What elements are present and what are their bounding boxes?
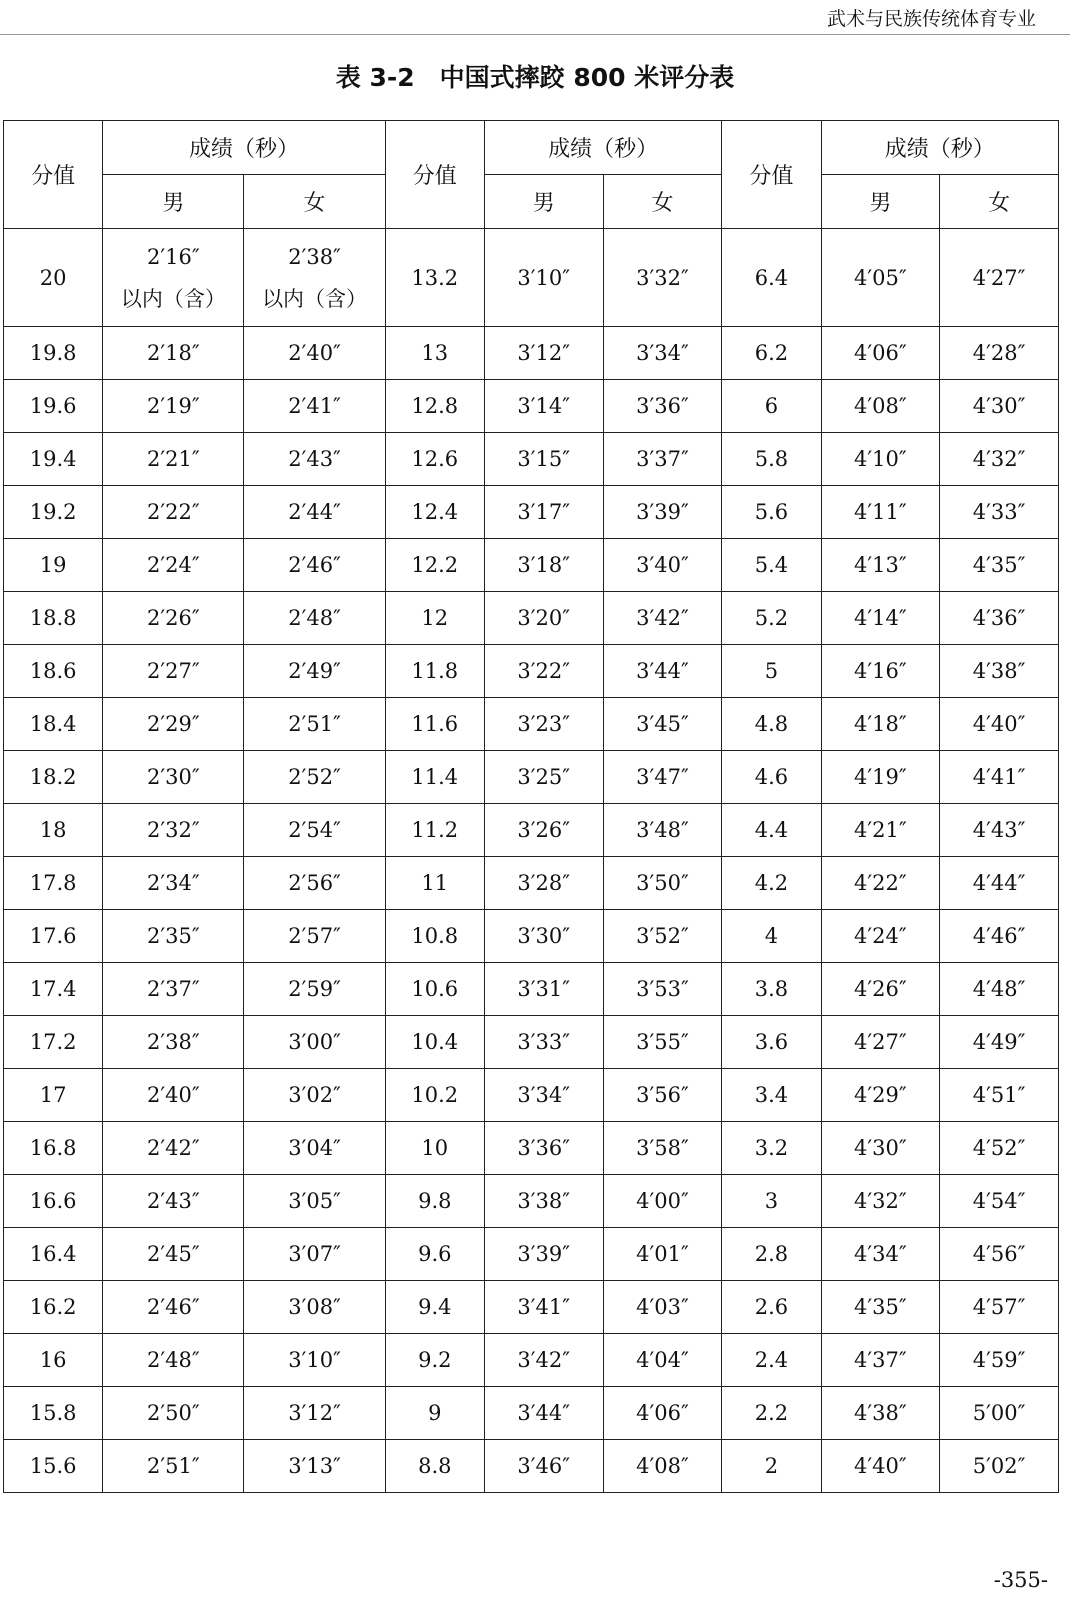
table-cell: 13 <box>385 327 484 380</box>
table-cell: 5′00″ <box>940 1387 1059 1440</box>
table-cell: 2′42″ <box>103 1122 244 1175</box>
table-cell: 3.8 <box>722 963 821 1016</box>
table-cell: 5.4 <box>722 539 821 592</box>
table-cell: 3′40″ <box>603 539 722 592</box>
table-cell: 4.2 <box>722 857 821 910</box>
score-header: 分值 <box>385 121 484 229</box>
table-cell: 2′37″ <box>103 963 244 1016</box>
table-cell: 4′01″ <box>603 1228 722 1281</box>
table-cell: 4.4 <box>722 804 821 857</box>
table-cell: 9 <box>385 1387 484 1440</box>
cell-text: 2′16″ 以内（含） <box>120 244 226 311</box>
table-cell: 11.8 <box>385 645 484 698</box>
table-cell: 2.6 <box>722 1281 821 1334</box>
table-cell: 4.8 <box>722 698 821 751</box>
table-cell: 3′13″ <box>244 1440 385 1493</box>
table-cell: 17.4 <box>4 963 103 1016</box>
table-cell: 4′41″ <box>940 751 1059 804</box>
table-cell: 19.4 <box>4 433 103 486</box>
table-cell: 12.2 <box>385 539 484 592</box>
male-header: 男 <box>103 175 244 229</box>
table-cell: 18.8 <box>4 592 103 645</box>
table-cell: 10.4 <box>385 1016 484 1069</box>
table-cell: 3′56″ <box>603 1069 722 1122</box>
table-cell: 16.4 <box>4 1228 103 1281</box>
table-cell: 3′36″ <box>484 1122 603 1175</box>
table-body <box>4 229 1059 1493</box>
table-cell: 4′13″ <box>821 539 940 592</box>
table-cell: 3′44″ <box>484 1387 603 1440</box>
table-cell: 3′14″ <box>484 380 603 433</box>
table-cell: 4′49″ <box>940 1016 1059 1069</box>
table-row <box>4 910 1059 963</box>
table-cell: 3′31″ <box>484 963 603 1016</box>
table-cell: 4′59″ <box>940 1334 1059 1387</box>
table-cell <box>4 229 103 327</box>
table-cell: 4′54″ <box>940 1175 1059 1228</box>
table-cell: 3′42″ <box>484 1334 603 1387</box>
table-cell: 4′33″ <box>940 486 1059 539</box>
table-cell: 2′51″ <box>244 698 385 751</box>
table-cell: 3′36″ <box>603 380 722 433</box>
table-cell: 4′08″ <box>603 1440 722 1493</box>
table-cell: 3′02″ <box>244 1069 385 1122</box>
table-cell: 3′55″ <box>603 1016 722 1069</box>
table-cell: 10 <box>385 1122 484 1175</box>
table-cell: 2′19″ <box>103 380 244 433</box>
page-number: -355- <box>993 1568 1048 1592</box>
table-cell: 2′52″ <box>244 751 385 804</box>
table-cell: 3′15″ <box>484 433 603 486</box>
table-cell: 3′23″ <box>484 698 603 751</box>
female-header: 女 <box>940 175 1059 229</box>
table-cell: 11.6 <box>385 698 484 751</box>
table-cell: 4′26″ <box>821 963 940 1016</box>
table-cell: 3′39″ <box>484 1228 603 1281</box>
table-cell: 9.8 <box>385 1175 484 1228</box>
table-cell: 2′43″ <box>103 1175 244 1228</box>
header-row-1 <box>4 121 1059 175</box>
table-cell: 4.6 <box>722 751 821 804</box>
table-cell: 5′02″ <box>940 1440 1059 1493</box>
table-cell: 15.6 <box>4 1440 103 1493</box>
table-cell: 3′04″ <box>244 1122 385 1175</box>
table-row <box>4 1440 1059 1493</box>
result-header: 成绩（秒） <box>484 121 721 175</box>
table-cell: 12.8 <box>385 380 484 433</box>
table-cell: 3′44″ <box>603 645 722 698</box>
table-cell: 2.2 <box>722 1387 821 1440</box>
table-row <box>4 1016 1059 1069</box>
table-cell: 3′07″ <box>244 1228 385 1281</box>
table-cell <box>821 229 940 327</box>
table-cell: 2′22″ <box>103 486 244 539</box>
table-row <box>4 1228 1059 1281</box>
table-row <box>4 963 1059 1016</box>
cell-text: 2′38″ 以内（含） <box>262 244 368 311</box>
cell-text: 3′10″ <box>517 265 571 290</box>
table-cell: 3′41″ <box>484 1281 603 1334</box>
table-cell: 3′00″ <box>244 1016 385 1069</box>
table-row <box>4 857 1059 910</box>
table-row <box>4 1281 1059 1334</box>
table-cell: 2′38″ <box>103 1016 244 1069</box>
score-header: 分值 <box>4 121 103 229</box>
table-cell: 3.4 <box>722 1069 821 1122</box>
table-row <box>4 327 1059 380</box>
table-cell: 3.6 <box>722 1016 821 1069</box>
table-cell: 3′58″ <box>603 1122 722 1175</box>
table-cell: 2′54″ <box>244 804 385 857</box>
table-cell: 4′06″ <box>603 1387 722 1440</box>
table-cell <box>385 229 484 327</box>
table-cell: 4′57″ <box>940 1281 1059 1334</box>
table-cell: 3′22″ <box>484 645 603 698</box>
table-cell: 17 <box>4 1069 103 1122</box>
table-cell: 4′46″ <box>940 910 1059 963</box>
result-header: 成绩（秒） <box>821 121 1058 175</box>
table-cell: 3′34″ <box>603 327 722 380</box>
table-cell: 2′57″ <box>244 910 385 963</box>
table-cell: 17.2 <box>4 1016 103 1069</box>
table-cell: 2′46″ <box>244 539 385 592</box>
female-header: 女 <box>603 175 722 229</box>
table-row <box>4 539 1059 592</box>
table-cell: 17.6 <box>4 910 103 963</box>
table-cell: 6.2 <box>722 327 821 380</box>
table-cell: 16.6 <box>4 1175 103 1228</box>
table-cell: 3′42″ <box>603 592 722 645</box>
table-cell: 9.2 <box>385 1334 484 1387</box>
cell-text: 20 <box>39 265 67 290</box>
table-cell: 4′18″ <box>821 698 940 751</box>
table-cell: 18.4 <box>4 698 103 751</box>
table-cell: 3′48″ <box>603 804 722 857</box>
table-cell: 2′40″ <box>103 1069 244 1122</box>
table-cell: 19 <box>4 539 103 592</box>
table-cell: 4′52″ <box>940 1122 1059 1175</box>
running-header: 武术与民族传统体育专业 <box>826 8 1036 30</box>
cell-text: 4′27″ <box>972 265 1026 290</box>
table-cell: 2′30″ <box>103 751 244 804</box>
table-cell: 2′41″ <box>244 380 385 433</box>
table-cell: 4′21″ <box>821 804 940 857</box>
table-cell: 18.2 <box>4 751 103 804</box>
table-cell: 4′00″ <box>603 1175 722 1228</box>
cell-text: 3′32″ <box>636 265 689 290</box>
table-cell: 4′22″ <box>821 857 940 910</box>
table-row <box>4 645 1059 698</box>
table-cell <box>484 229 603 327</box>
table-cell: 4′06″ <box>821 327 940 380</box>
table-cell: 4′36″ <box>940 592 1059 645</box>
table-row <box>4 1122 1059 1175</box>
table-cell: 4′19″ <box>821 751 940 804</box>
table-cell: 4′32″ <box>821 1175 940 1228</box>
table-cell: 4′56″ <box>940 1228 1059 1281</box>
table-cell: 4′38″ <box>821 1387 940 1440</box>
table-cell: 9.6 <box>385 1228 484 1281</box>
table-cell: 4′11″ <box>821 486 940 539</box>
table-cell: 4′16″ <box>821 645 940 698</box>
table-cell: 3′26″ <box>484 804 603 857</box>
table-cell <box>722 229 821 327</box>
table-cell: 4′14″ <box>821 592 940 645</box>
table-cell: 3′05″ <box>244 1175 385 1228</box>
table-cell: 4′48″ <box>940 963 1059 1016</box>
table-cell: 2′44″ <box>244 486 385 539</box>
table-cell: 4′10″ <box>821 433 940 486</box>
table-cell: 4′03″ <box>603 1281 722 1334</box>
table-cell: 3′38″ <box>484 1175 603 1228</box>
table-cell: 3′33″ <box>484 1016 603 1069</box>
table-cell: 2′40″ <box>244 327 385 380</box>
table-cell: 8.8 <box>385 1440 484 1493</box>
table-row <box>4 698 1059 751</box>
table-row <box>4 380 1059 433</box>
table-cell: 4′28″ <box>940 327 1059 380</box>
male-header: 男 <box>484 175 603 229</box>
table-cell: 2.8 <box>722 1228 821 1281</box>
table-cell: 4′40″ <box>940 698 1059 751</box>
table-cell: 3′12″ <box>484 327 603 380</box>
table-cell: 5.8 <box>722 433 821 486</box>
table-cell: 5.6 <box>722 486 821 539</box>
table-cell: 3′46″ <box>484 1440 603 1493</box>
table-cell: 2′18″ <box>103 327 244 380</box>
header-row-2 <box>4 175 1059 229</box>
table-cell: 4′34″ <box>821 1228 940 1281</box>
male-header: 男 <box>821 175 940 229</box>
table-cell: 3′28″ <box>484 857 603 910</box>
table-cell: 3 <box>722 1175 821 1228</box>
table-cell: 16.8 <box>4 1122 103 1175</box>
table-cell: 3′34″ <box>484 1069 603 1122</box>
table-cell: 9.4 <box>385 1281 484 1334</box>
table-row <box>4 1334 1059 1387</box>
table-cell <box>103 229 244 327</box>
table-cell: 4′27″ <box>821 1016 940 1069</box>
table-cell: 3′37″ <box>603 433 722 486</box>
table-cell: 2′49″ <box>244 645 385 698</box>
table-cell: 2′29″ <box>103 698 244 751</box>
cell-text: 4′05″ <box>854 265 907 290</box>
table-row <box>4 486 1059 539</box>
table-cell: 19.6 <box>4 380 103 433</box>
table-cell: 19.8 <box>4 327 103 380</box>
table-cell: 2′24″ <box>103 539 244 592</box>
table-cell: 16 <box>4 1334 103 1387</box>
table-row <box>4 592 1059 645</box>
table-cell: 5 <box>722 645 821 698</box>
table-row <box>4 229 1059 327</box>
table-cell: 3′25″ <box>484 751 603 804</box>
table-cell: 19.2 <box>4 486 103 539</box>
table-cell: 2′32″ <box>103 804 244 857</box>
table-cell: 4′40″ <box>821 1440 940 1493</box>
table-cell: 2′48″ <box>103 1334 244 1387</box>
table-cell: 4′30″ <box>940 380 1059 433</box>
table-cell: 3′20″ <box>484 592 603 645</box>
table-cell: 3′52″ <box>603 910 722 963</box>
table-cell: 5.2 <box>722 592 821 645</box>
table-cell <box>940 229 1059 327</box>
table-cell: 12.6 <box>385 433 484 486</box>
table-cell: 17.8 <box>4 857 103 910</box>
table-cell: 2′45″ <box>103 1228 244 1281</box>
table-cell: 2′46″ <box>103 1281 244 1334</box>
table-cell: 4′29″ <box>821 1069 940 1122</box>
table-cell: 11.2 <box>385 804 484 857</box>
table-row <box>4 804 1059 857</box>
table-cell: 2′56″ <box>244 857 385 910</box>
table-cell: 2 <box>722 1440 821 1493</box>
table-row <box>4 751 1059 804</box>
table-cell: 4′44″ <box>940 857 1059 910</box>
table-cell: 3′18″ <box>484 539 603 592</box>
table-cell: 4′30″ <box>821 1122 940 1175</box>
table-cell: 2′34″ <box>103 857 244 910</box>
table-cell: 2′50″ <box>103 1387 244 1440</box>
table-cell: 3′39″ <box>603 486 722 539</box>
table-cell: 3′50″ <box>603 857 722 910</box>
table-cell: 10.6 <box>385 963 484 1016</box>
table-cell: 3′53″ <box>603 963 722 1016</box>
table-cell: 4′04″ <box>603 1334 722 1387</box>
table-cell: 4′35″ <box>821 1281 940 1334</box>
table-row <box>4 433 1059 486</box>
table-cell: 11.4 <box>385 751 484 804</box>
result-header: 成绩（秒） <box>103 121 385 175</box>
table-cell: 4 <box>722 910 821 963</box>
table-cell: 4′51″ <box>940 1069 1059 1122</box>
table-cell: 4′38″ <box>940 645 1059 698</box>
table-cell: 3′10″ <box>244 1334 385 1387</box>
cell-text: 6.4 <box>754 265 789 290</box>
table-cell: 12 <box>385 592 484 645</box>
table-cell: 6 <box>722 380 821 433</box>
table-cell: 3′45″ <box>603 698 722 751</box>
table-cell <box>603 229 722 327</box>
table-cell: 2.4 <box>722 1334 821 1387</box>
table-cell: 4′32″ <box>940 433 1059 486</box>
table-cell: 2′51″ <box>103 1440 244 1493</box>
table-cell: 2′43″ <box>244 433 385 486</box>
table-cell: 15.8 <box>4 1387 103 1440</box>
score-header: 分值 <box>722 121 821 229</box>
table-cell: 18.6 <box>4 645 103 698</box>
score-table <box>3 120 1059 1493</box>
table-cell: 3.2 <box>722 1122 821 1175</box>
cell-text: 13.2 <box>411 265 459 290</box>
table-cell: 2′21″ <box>103 433 244 486</box>
table-cell: 4′08″ <box>821 380 940 433</box>
table-cell <box>244 229 385 327</box>
female-header: 女 <box>244 175 385 229</box>
header-rule <box>0 34 1070 35</box>
table-cell: 3′17″ <box>484 486 603 539</box>
table-cell: 3′08″ <box>244 1281 385 1334</box>
table-title: 表 3-2 中国式摔跤 800 米评分表 <box>335 63 735 92</box>
table-row <box>4 1175 1059 1228</box>
table-cell: 4′37″ <box>821 1334 940 1387</box>
table-cell: 2′48″ <box>244 592 385 645</box>
table-cell: 12.4 <box>385 486 484 539</box>
table-cell: 10.2 <box>385 1069 484 1122</box>
table-cell: 4′35″ <box>940 539 1059 592</box>
table-cell: 3′12″ <box>244 1387 385 1440</box>
table-row <box>4 1387 1059 1440</box>
table-cell: 2′35″ <box>103 910 244 963</box>
table-cell: 4′24″ <box>821 910 940 963</box>
table-cell: 10.8 <box>385 910 484 963</box>
table-cell: 3′30″ <box>484 910 603 963</box>
table-cell: 2′59″ <box>244 963 385 1016</box>
table-cell: 11 <box>385 857 484 910</box>
table-cell: 4′43″ <box>940 804 1059 857</box>
table-cell: 2′27″ <box>103 645 244 698</box>
table-cell: 3′47″ <box>603 751 722 804</box>
table-cell: 16.2 <box>4 1281 103 1334</box>
table-cell: 2′26″ <box>103 592 244 645</box>
table-row <box>4 1069 1059 1122</box>
table-cell: 18 <box>4 804 103 857</box>
